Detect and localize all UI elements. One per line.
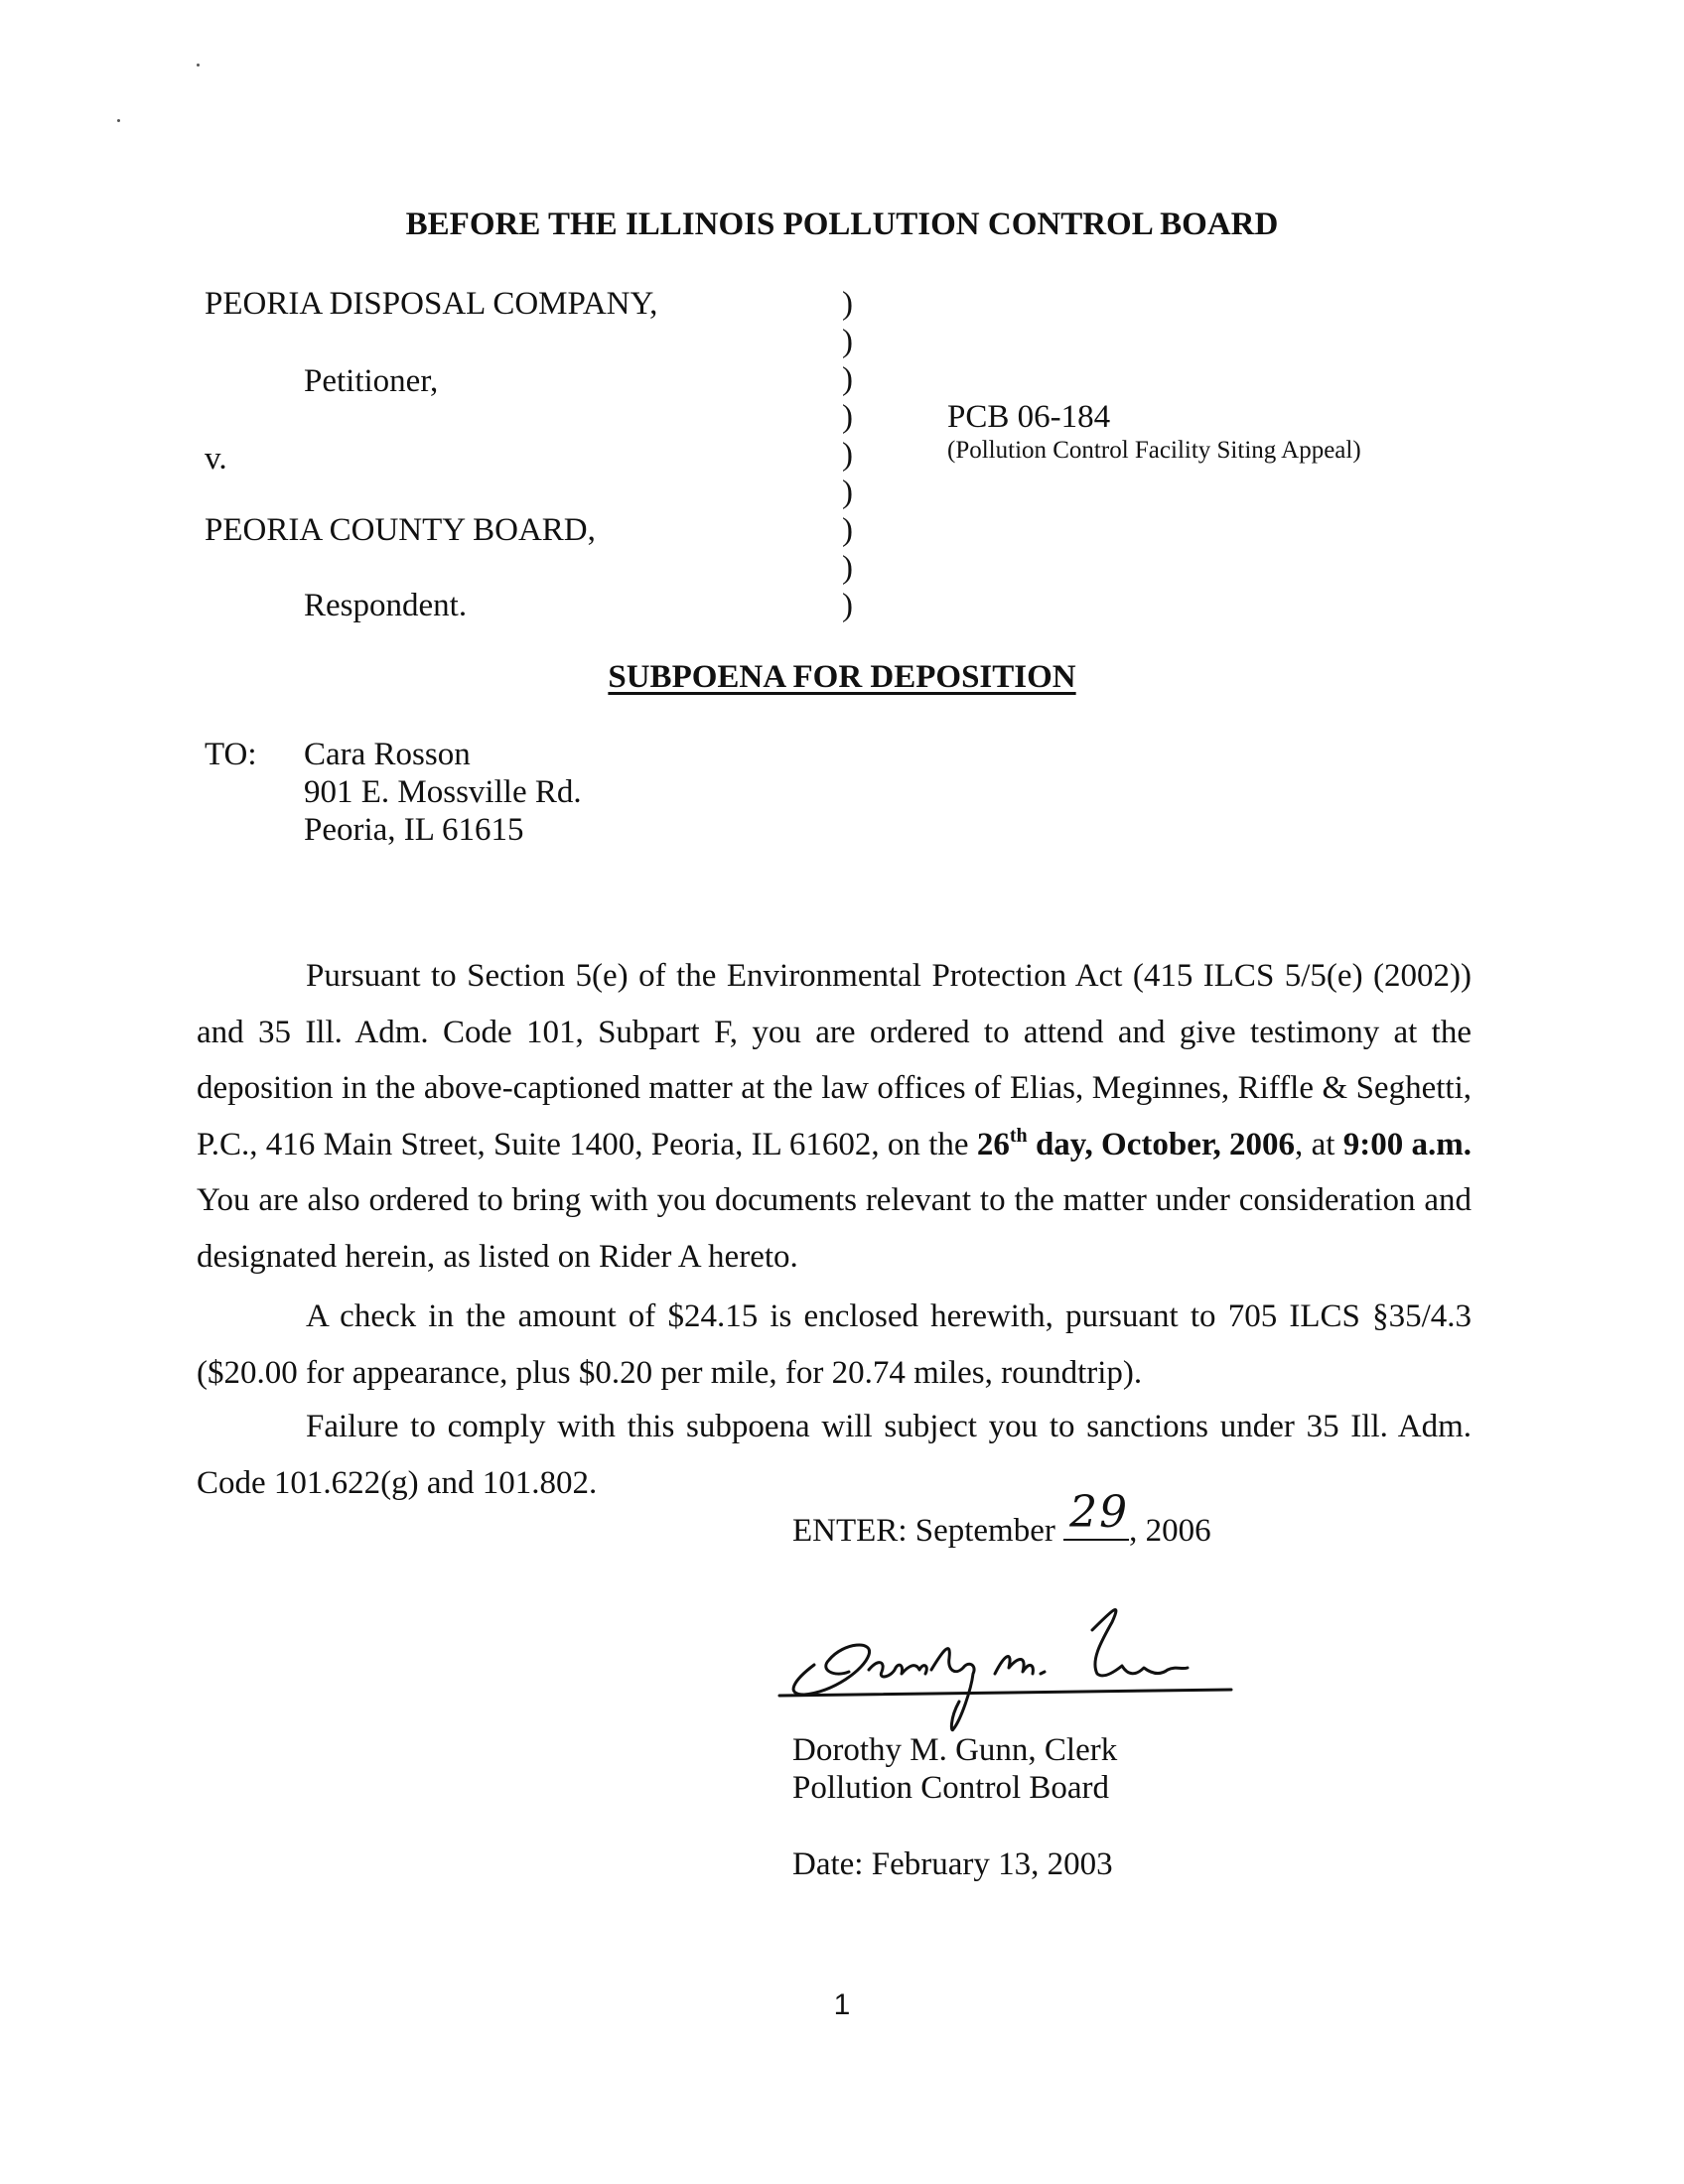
case-type: (Pollution Control Facility Siting Appeal) (947, 437, 1361, 464)
caption-paren: ) (842, 588, 853, 623)
paragraph-line (197, 1117, 1472, 1173)
court-heading: BEFORE THE ILLINOIS POLLUTION CONTROL BOARD (405, 206, 1279, 242)
paragraph-line (197, 948, 1472, 1005)
paragraph-line: You are also ordered to bring with you documents relevant to the matter under consideration and (197, 1182, 1472, 1218)
at-text: , at (1295, 1126, 1335, 1162)
caption-paren: ) (842, 361, 853, 397)
paragraph-text: A check in the amount of $24.15 is enclosed herewith, pursuant to 705 ILCS §35/4.3 (306, 1298, 1472, 1334)
to-label: TO: (205, 737, 257, 772)
petitioner-name: PEORIA DISPOSAL COMPANY, (205, 286, 658, 322)
caption-paren: ) (842, 286, 853, 322)
paragraph-line: ($20.00 for appearance, plus $0.20 per mile, for 20.74 miles, roundtrip). (197, 1354, 1143, 1391)
paragraph-text: Pursuant to Section 5(e) of the Environmental Protection Act (415 ILCS 5/5(e) (2002)) (306, 958, 1472, 994)
fee-paragraph (197, 1289, 1472, 1401)
caption-paren: ) (842, 512, 853, 548)
paragraph-line: designated herein, as listed on Rider A hereto. (197, 1238, 798, 1275)
signature-image (774, 1570, 1241, 1739)
enter-line (792, 1487, 1211, 1550)
caption-paren: ) (842, 324, 853, 359)
clerk-name: Dorothy M. Gunn, Clerk (792, 1732, 1118, 1768)
recipient-street: 901 E. Mossville Rd. (304, 774, 582, 810)
deposition-date: day, October, 2006 (1035, 1126, 1296, 1162)
caption-paren: ) (842, 550, 853, 586)
recipient-city: Peoria, IL 61615 (304, 812, 524, 848)
form-date: Date: February 13, 2003 (792, 1846, 1113, 1882)
caption-paren: ) (842, 399, 853, 435)
deposition-time: 9:00 a.m. (1342, 1126, 1473, 1162)
paragraph-line (197, 1399, 1472, 1455)
scan-speck (197, 64, 200, 67)
paragraph-line: deposition in the above-captioned matter at the law offices of Elias, Meginnes, Riffle & Seghetti, (197, 1070, 1472, 1106)
sanctions-paragraph (197, 1399, 1472, 1511)
scan-speck (117, 119, 120, 122)
order-paragraph (197, 948, 1472, 1285)
enter-day-handwritten: 29 (1069, 1487, 1130, 1538)
paragraph-line: and 35 Ill. Adm. Code 101, Subpart F, you are ordered to attend and give testimony at the (197, 1014, 1472, 1050)
deposition-day: 26 (976, 1126, 1010, 1162)
address-text: P.C., 416 Main Street, Suite 1400, Peoria, IL 61602, on the (197, 1126, 969, 1162)
respondent-name: PEORIA COUNTY BOARD, (205, 512, 596, 548)
board-name: Pollution Control Board (792, 1770, 1110, 1806)
enter-label: ENTER: (792, 1513, 908, 1549)
caption-paren: ) (842, 475, 853, 510)
petitioner-role: Petitioner, (304, 363, 439, 399)
case-number: PCB 06-184 (947, 399, 1111, 435)
document-title: SUBPOENA FOR DEPOSITION (608, 659, 1076, 695)
enter-year: , 2006 (1129, 1513, 1211, 1549)
page-number: 1 (833, 1988, 851, 2021)
caption-paren: ) (842, 437, 853, 473)
versus: v. (205, 441, 227, 477)
respondent-role: Respondent. (304, 588, 468, 623)
paragraph-line (197, 1289, 1472, 1345)
paragraph-text: Failure to comply with this subpoena will subject you to sanctions under 35 Ill. Adm. (306, 1409, 1472, 1444)
enter-month: September (914, 1513, 1055, 1549)
day-suffix: th (1009, 1124, 1028, 1147)
recipient-name: Cara Rosson (304, 737, 471, 772)
enter-day-blank (1063, 1487, 1130, 1541)
paragraph-line: Code 101.622(g) and 101.802. (197, 1464, 598, 1501)
